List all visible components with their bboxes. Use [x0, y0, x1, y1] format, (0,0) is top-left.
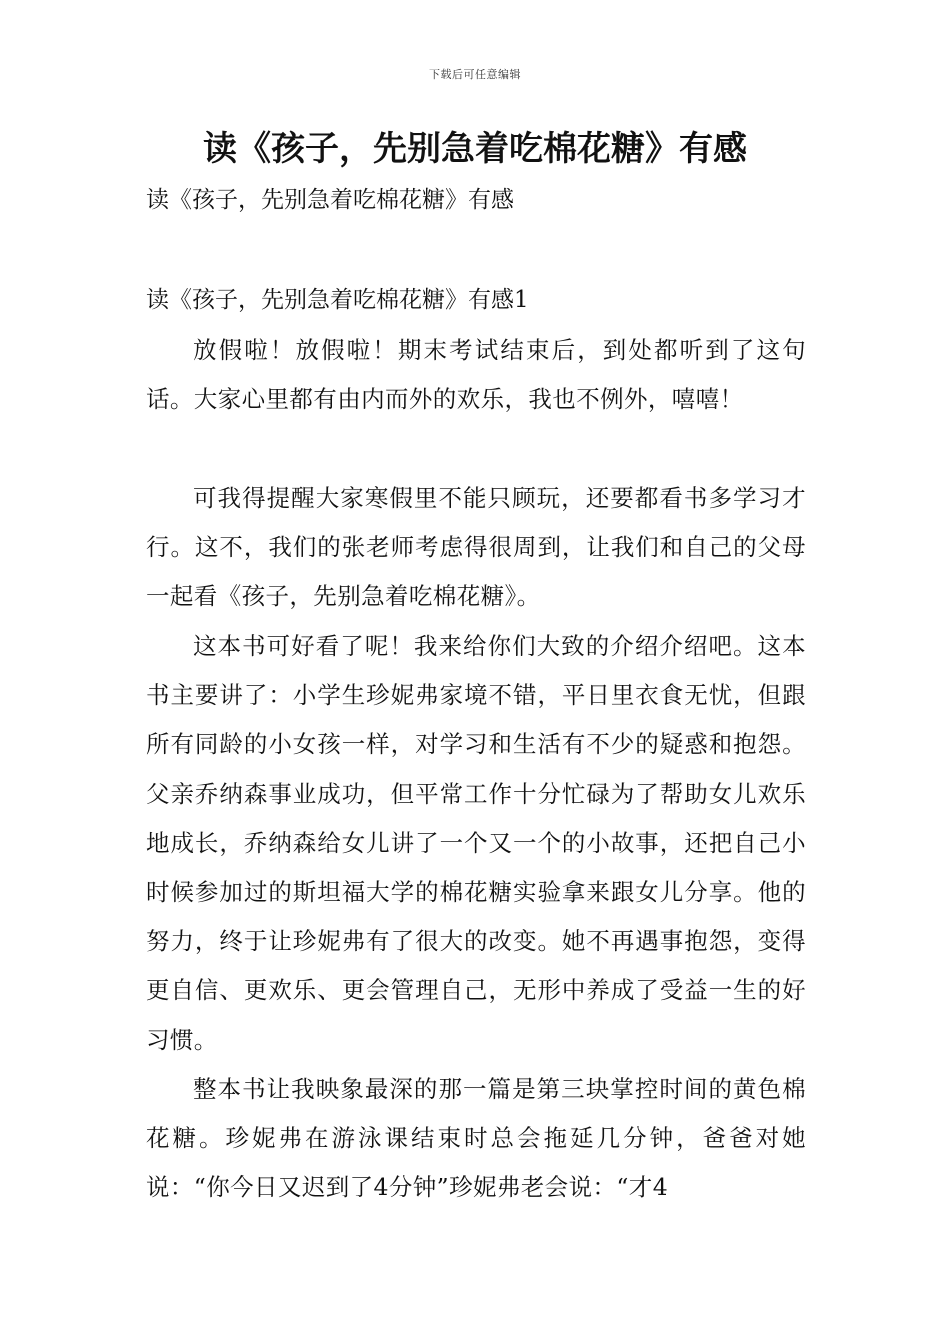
paragraph-2: 可我得提醒大家寒假里不能只顾玩，还要都看书多学习才行。这不，我们的张老师考虑得很周到，让我们和自己的父母一起看《孩子，先别急着吃棉花糖》。 — [146, 484, 806, 611]
section-heading: 读《孩子，先别急着吃棉花糖》有感1 — [146, 287, 529, 313]
paragraph-3: 这本书可好看了呢！我来给你们大致的介绍介绍吧。这本书主要讲了：小学生珍妮弗家境不错，平日里衣食无忧，但跟所有同龄的小女孩一样，对学习和生活有不少的疑惑和抱怨。父亲乔纳森事业成功，但平常工作十分忙碌为了帮助女儿欢乐地成长，乔纳森给女儿讲了一个又一个的小故事，还把自己小时候参加过的斯坦福大学的棉花糖实验拿来跟女儿分享。他的努力，终于让珍妮弗有了很大的改变。她不再遇事抱怨，变得更自信、更欢乐、更会管理自己，无形中养成了受益一生的好习惯。 — [146, 632, 806, 1054]
paragraph-1: 放假啦！放假啦！期末考试结束后，到处都听到了这句话。大家心里都有由内而外的欢乐，我也不例外，嘻嘻！ — [146, 336, 806, 414]
document-subtitle: 读《孩子，先别急着吃棉花糖》有感 — [146, 187, 514, 213]
paragraph-4: 整本书让我映象最深的那一篇是第三块掌控时间的黄色棉花糖。珍妮弗在游泳课结束时总会拖延几分钟，爸爸对她说：“你今日又迟到了4分钟”珍妮弗老会说：“才4 — [146, 1075, 806, 1202]
document-title: 读《孩子，先别急着吃棉花糖》有感 — [203, 129, 747, 169]
header-note: 下载后可任意编辑 — [429, 68, 521, 81]
